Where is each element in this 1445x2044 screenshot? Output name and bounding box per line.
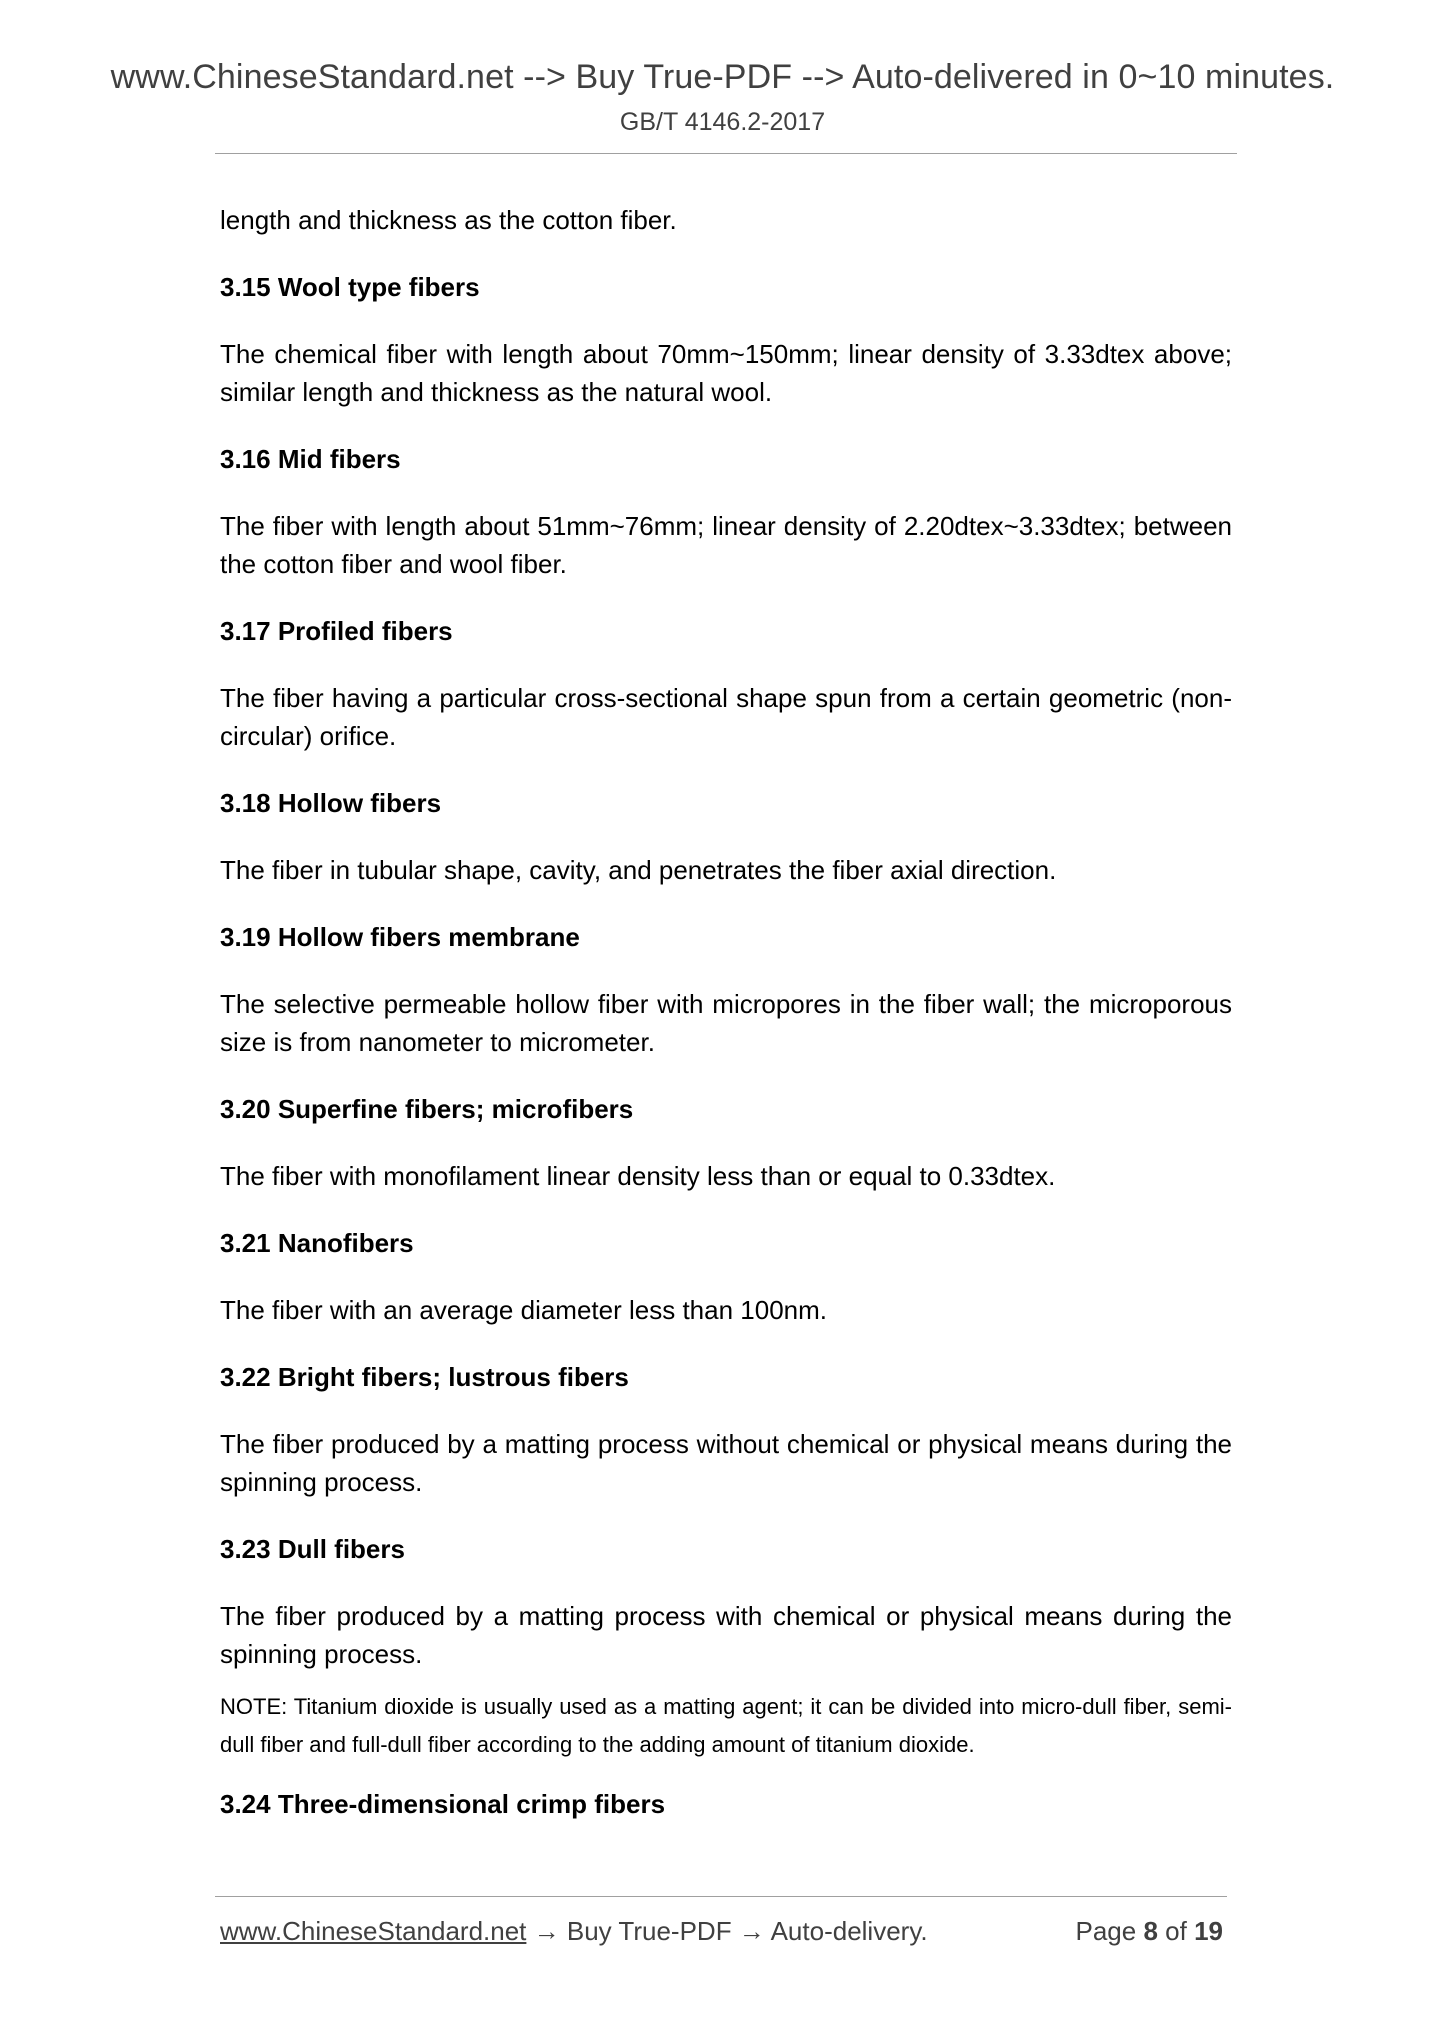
- section-heading-3-16: 3.16 Mid fibers: [220, 444, 401, 474]
- page-label: Page: [1075, 1916, 1137, 1946]
- section-heading-3-21: 3.21 Nanofibers: [220, 1228, 414, 1258]
- section-text-3-20: The fiber with monofilament linear density less than or equal to 0.33dtex.: [220, 1161, 1056, 1191]
- document-code: GB/T 4146.2-2017: [619, 108, 826, 136]
- footer-left: [220, 1916, 928, 1947]
- page-indicator: [1075, 1916, 1223, 1947]
- section-heading-3-18: 3.18 Hollow fibers: [220, 788, 442, 818]
- page-footer: [220, 1916, 1232, 1956]
- header-divider: [215, 153, 1237, 154]
- header-banner-text: www.ChineseStandard.net --> Buy True-PDF --> Auto-delivered in 0~10 minutes.: [110, 58, 1335, 96]
- footer-site-link[interactable]: www.ChineseStandard.net: [220, 1916, 527, 1946]
- section-heading-3-15: 3.15 Wool type fibers: [220, 272, 480, 302]
- section-heading-3-19: 3.19 Hollow fibers membrane: [220, 922, 580, 952]
- footer-tagline: → Buy True-PDF → Auto-delivery.: [533, 1916, 928, 1946]
- section-text-3-18: The fiber in tubular shape, cavity, and penetrates the fiber axial direction.: [220, 855, 1057, 885]
- section-text-3-19: The selective permeable hollow fiber with micropores in the fiber wall; the microporous size is from nanometer to micrometer.: [220, 989, 1232, 1057]
- section-text-3-17: The fiber having a particular cross-sectional shape spun from a certain geometric (non-circular) orifice.: [220, 683, 1232, 751]
- page-current: 8: [1143, 1916, 1158, 1946]
- section-heading-3-17: 3.17 Profiled fibers: [220, 616, 453, 646]
- section-heading-3-23: 3.23 Dull fibers: [220, 1534, 405, 1564]
- page-total: 19: [1194, 1916, 1223, 1946]
- footer-divider: [215, 1896, 1227, 1897]
- section-heading-3-20: 3.20 Superfine fibers; microfibers: [220, 1094, 634, 1124]
- section-text-3-22: The fiber produced by a matting process without chemical or physical means during the spinning process.: [220, 1429, 1232, 1497]
- document-body: [220, 201, 1232, 1823]
- section-text-3-16: The fiber with length about 51mm~76mm; linear density of 2.20dtex~3.33dtex; between the cotton fiber and wool fiber.: [220, 511, 1232, 579]
- section-heading-3-24: 3.24 Three-dimensional crimp fibers: [220, 1789, 666, 1819]
- section-text-3-15: The chemical fiber with length about 70mm~150mm; linear density of 3.33dtex above; similar length and thickness as the natural wool.: [220, 339, 1232, 407]
- of-label: of: [1165, 1916, 1187, 1946]
- section-text-3-21: The fiber with an average diameter less than 100nm.: [220, 1295, 828, 1325]
- section-note-3-23: NOTE: Titanium dioxide is usually used as a matting agent; it can be divided into micro-dull fiber, semi-dull fiber and full-dull fiber according to the adding amount of titanium dioxide.: [220, 1694, 1232, 1757]
- section-heading-3-22: 3.22 Bright fibers; lustrous fibers: [220, 1362, 629, 1392]
- continued-paragraph: length and thickness as the cotton fiber.: [220, 205, 677, 235]
- section-text-3-23: The fiber produced by a matting process with chemical or physical means during the spinning process.: [220, 1601, 1232, 1669]
